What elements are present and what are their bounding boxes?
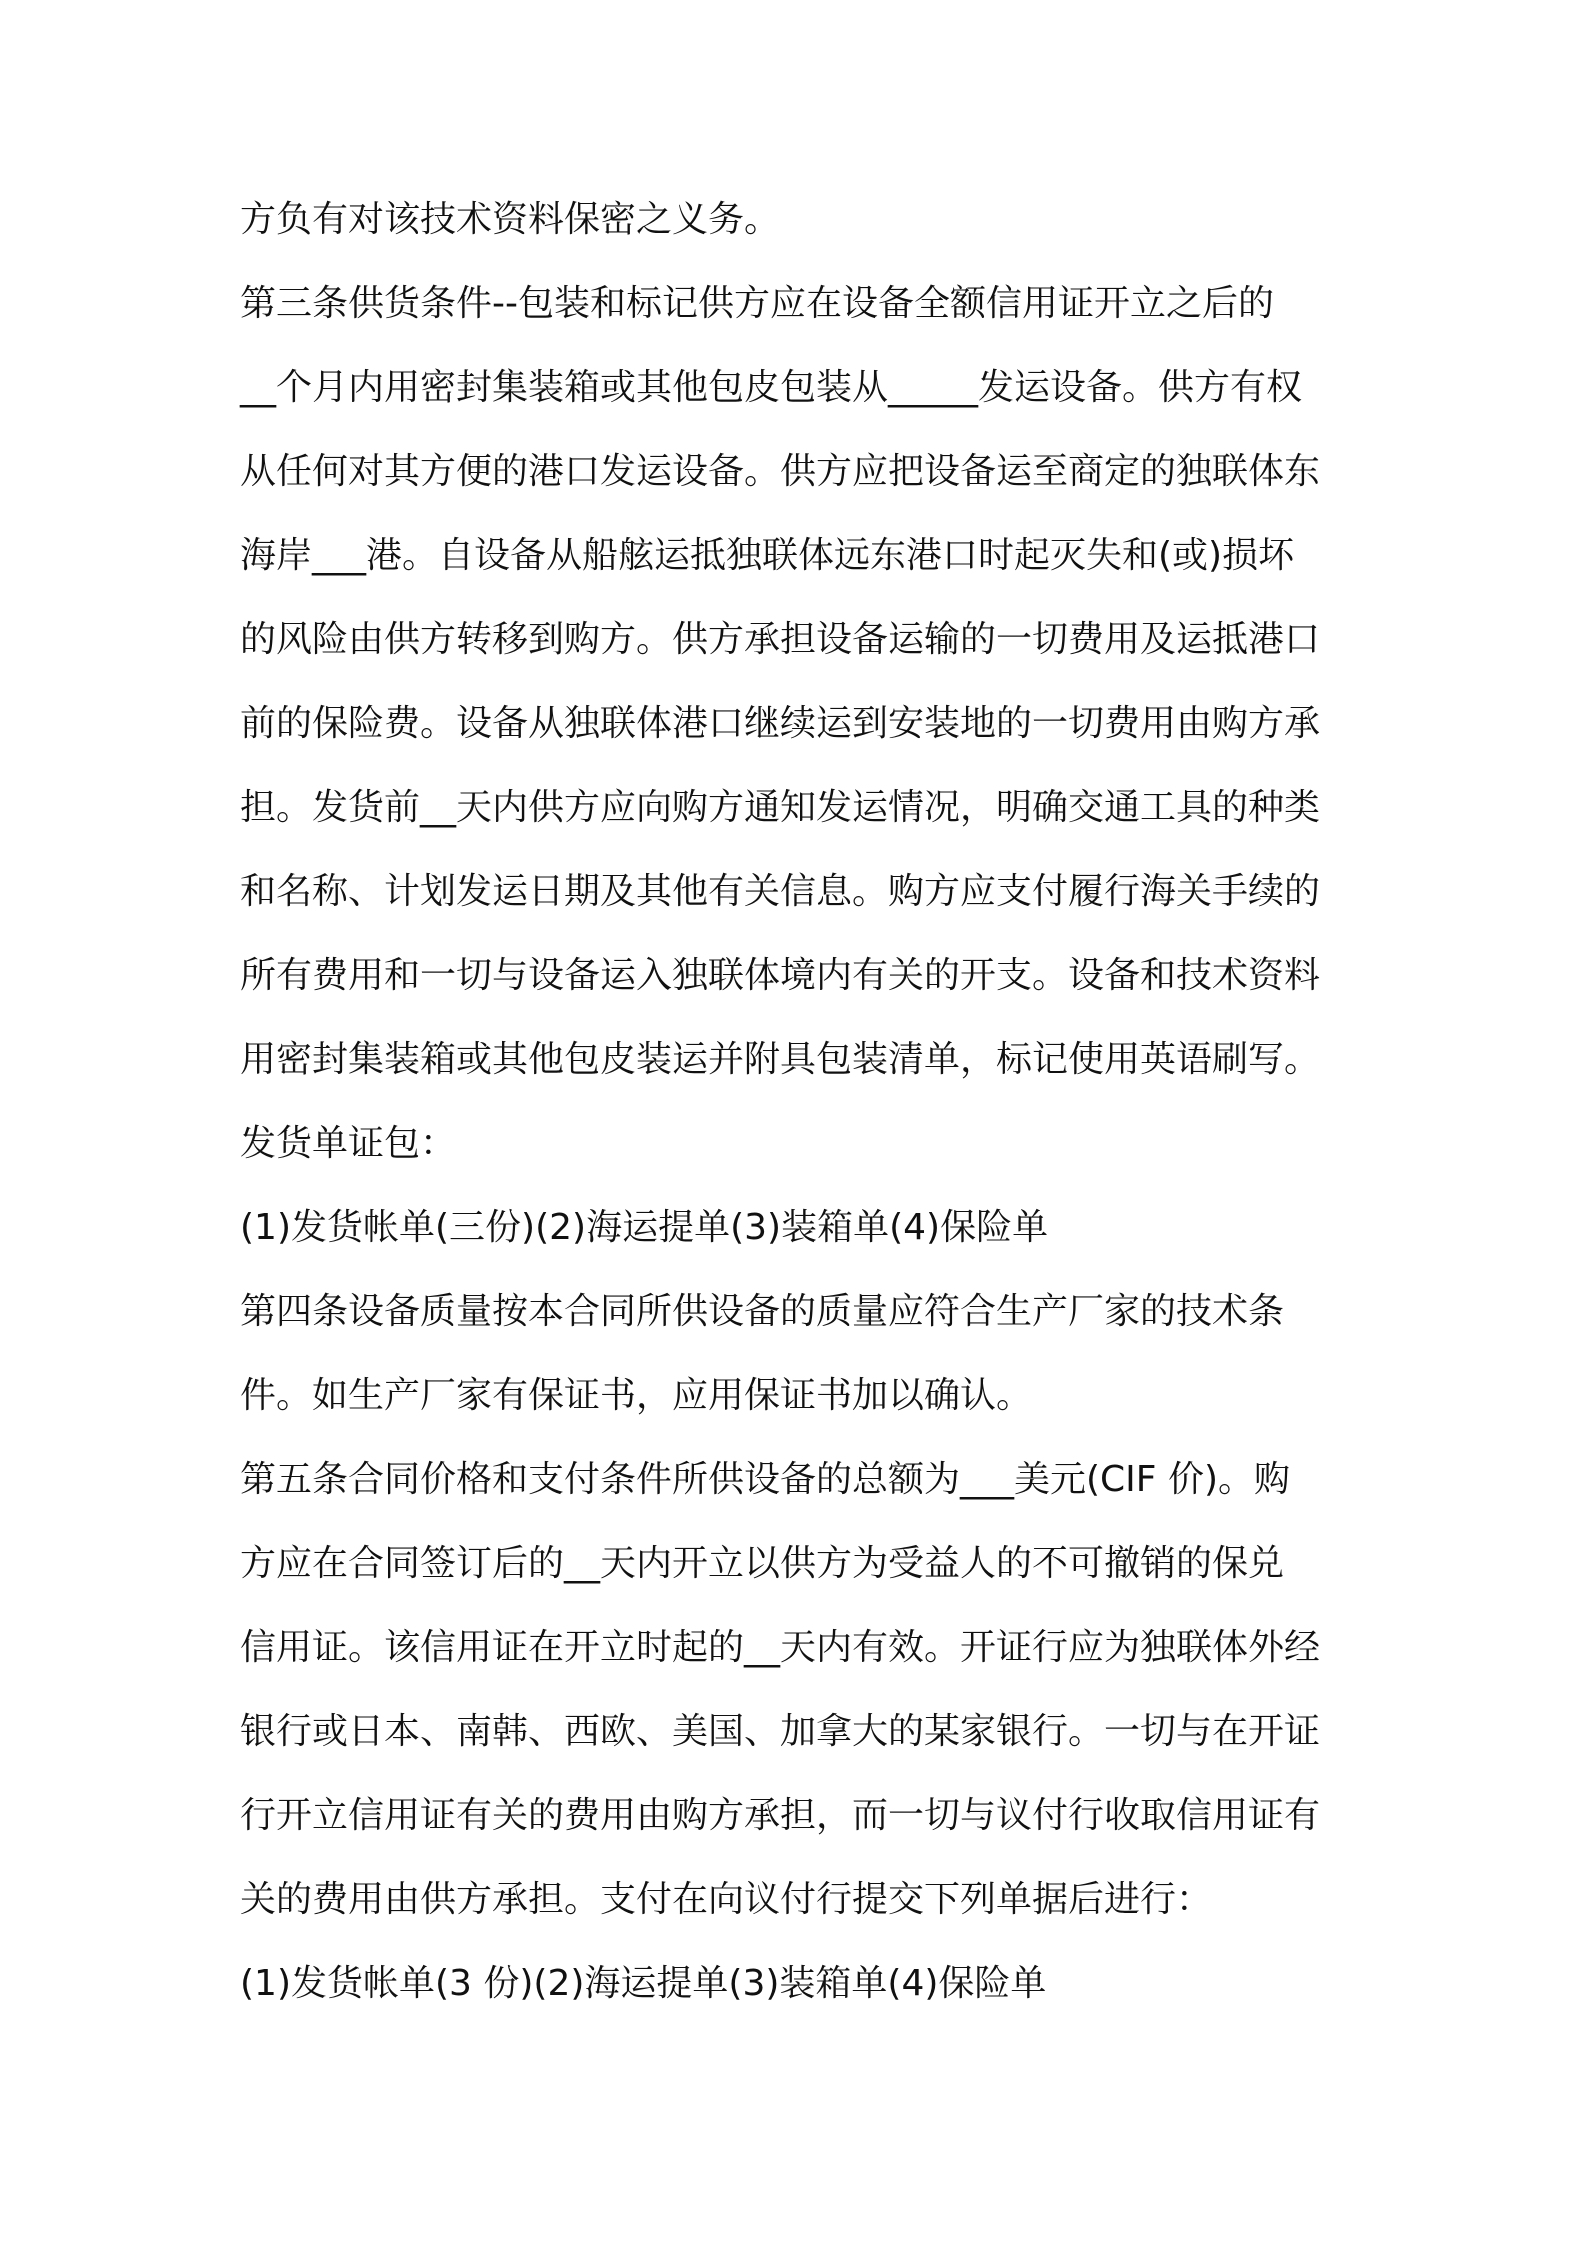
text-line: 海岸___港。自设备从船舷运抵独联体远东港口时起灭失和(或)损坏	[240, 535, 1295, 576]
text-line: 发货单证包：	[240, 1123, 457, 1164]
text-line: 和名称、计划发运日期及其他有关信息。购方应支付履行海关手续的	[240, 871, 1321, 912]
text-line: 关的费用由供方承担。支付在向议付行提交下列单据后进行：	[240, 1879, 1213, 1920]
text-line: 第三条供货条件--包装和标记供方应在设备全额信用证开立之后的	[240, 283, 1274, 324]
text-line: 从任何对其方便的港口发运设备。供方应把设备运至商定的独联体东	[240, 451, 1321, 492]
text-line: 前的保险费。设备从独联体港口继续运到安装地的一切费用由购方承	[240, 703, 1321, 744]
text-line: (1)发货帐单(三份)(2)海运提单(3)装箱单(4)保险单	[240, 1207, 1049, 1248]
text-line: 所有费用和一切与设备运入独联体境内有关的开支。设备和技术资料	[240, 955, 1321, 996]
text-line: 第四条设备质量按本合同所供设备的质量应符合生产厂家的技术条	[240, 1291, 1285, 1332]
text-line: __个月内用密封集装箱或其他包皮包装从_____发运设备。供方有权	[240, 367, 1303, 408]
text-line: 第五条合同价格和支付条件所供设备的总额为___美元(CIF 价)。购	[240, 1459, 1290, 1500]
text-line: (1)发货帐单(3 份)(2)海运提单(3)装箱单(4)保险单	[240, 1963, 1047, 2004]
text-line: 用密封集装箱或其他包皮装运并附具包装清单，标记使用英语刷写。	[240, 1039, 1321, 1080]
text-line: 银行或日本、南韩、西欧、美国、加拿大的某家银行。一切与在开证	[240, 1711, 1321, 1752]
text-line: 行开立信用证有关的费用由购方承担，而一切与议付行收取信用证有	[240, 1795, 1321, 1836]
text-line: 件。如生产厂家有保证书，应用保证书加以确认。	[240, 1375, 1033, 1416]
text-line: 方负有对该技术资料保密之义务。	[240, 199, 781, 240]
text-line: 方应在合同签订后的__天内开立以供方为受益人的不可撤销的保兑	[240, 1543, 1285, 1584]
text-line: 担。发货前__天内供方应向购方通知发运情况，明确交通工具的种类	[240, 787, 1321, 828]
text-line: 的风险由供方转移到购方。供方承担设备运输的一切费用及运抵港口	[240, 619, 1321, 660]
text-line: 信用证。该信用证在开立时起的__天内有效。开证行应为独联体外经	[240, 1627, 1321, 1668]
